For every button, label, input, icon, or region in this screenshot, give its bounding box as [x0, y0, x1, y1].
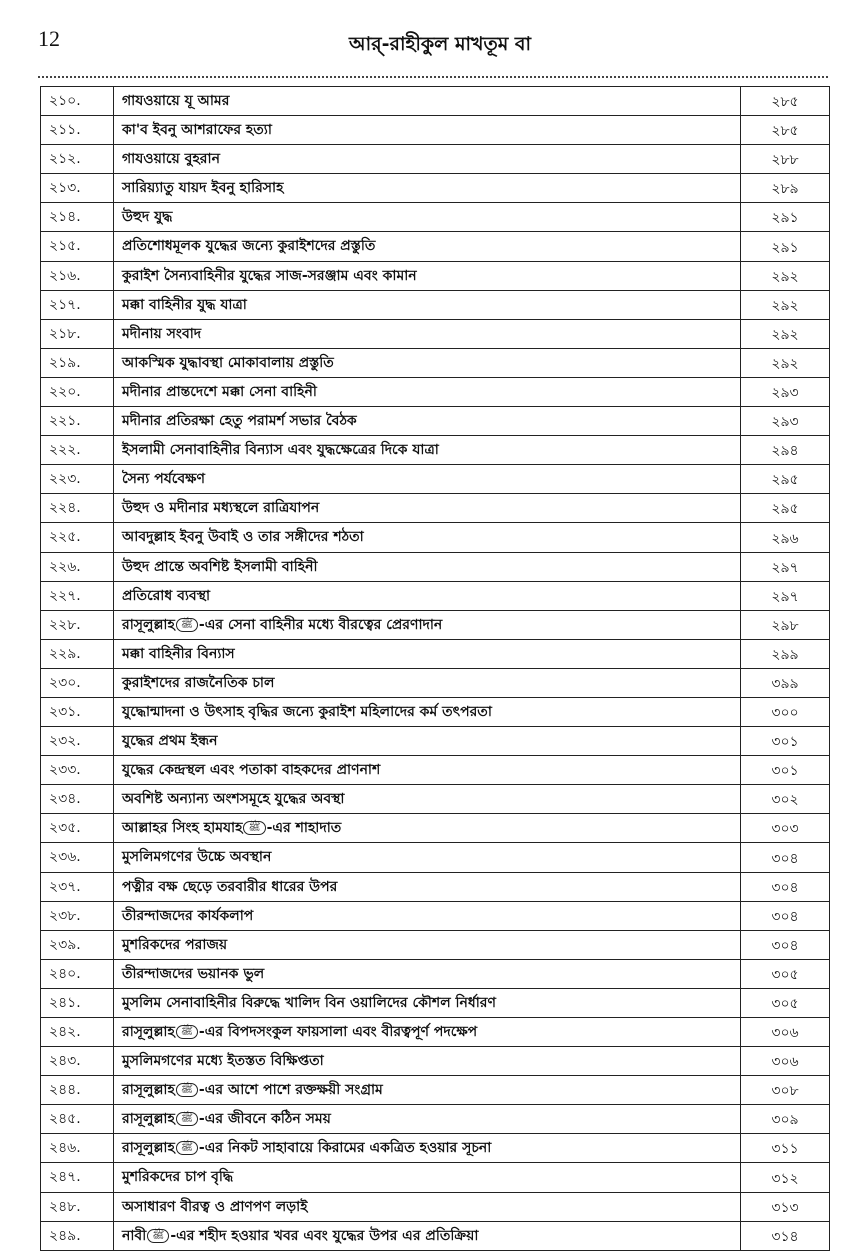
chapter-title [114, 581, 741, 610]
table-row [41, 988, 830, 1017]
page-reference: ২৯৩ [741, 377, 830, 406]
chapter-number: ২১৪. [41, 203, 114, 232]
chapter-title-text: মক্কা বাহিনীর যুদ্ধ যাত্রা [122, 296, 247, 313]
page-reference: ৩০৪ [741, 843, 830, 872]
chapter-title-prefix: আল্লাহর সিংহ হামযাহ [122, 820, 243, 837]
chapter-title [114, 436, 741, 465]
chapter-title-prefix: রাসূলুল্লাহ [122, 1140, 175, 1157]
page-reference: ৩০৫ [741, 959, 830, 988]
honorific-seal-icon: ﷺ [147, 1229, 169, 1243]
chapter-title [114, 988, 741, 1017]
chapter-title [114, 785, 741, 814]
header-divider [38, 76, 828, 78]
chapter-title-text: -এর আশে পাশে রক্তক্ষয়ী সংগ্রাম [198, 1082, 383, 1099]
table-row [41, 843, 830, 872]
chapter-title-text: অসাধারণ বীরত্ব ও প্রাণপণ লড়াই [122, 1198, 308, 1215]
chapter-number: ২৪০. [41, 959, 114, 988]
chapter-number: ২৩২. [41, 727, 114, 756]
chapter-number: ২৪৫. [41, 1105, 114, 1134]
chapter-title [114, 465, 741, 494]
page-reference: ৩০০ [741, 697, 830, 726]
table-row [41, 232, 830, 261]
page-reference: ৩১২ [741, 1163, 830, 1192]
chapter-title-text: আবদুল্লাহ ইবনু উবাই ও তার সঙ্গীদের শঠতা [122, 529, 364, 546]
page-reference: ৩৯৯ [741, 668, 830, 697]
running-head: আর্-রাহীকুল মাখতূম বা [349, 33, 531, 55]
chapter-number: ২৪৭. [41, 1163, 114, 1192]
page-reference: ৩০১ [741, 756, 830, 785]
page-reference: ২৯৭ [741, 581, 830, 610]
page-reference: ২৯৮ [741, 610, 830, 639]
chapter-number: ২২৭. [41, 581, 114, 610]
chapter-number: ২১২. [41, 145, 114, 174]
page-reference: ২৯২ [741, 348, 830, 377]
chapter-title [114, 261, 741, 290]
chapter-title-text: মুসলিম সেনাবাহিনীর বিরুদ্ধে খালিদ বিন ওয়ালিদের কৌশল নির্ধারণ [122, 994, 496, 1011]
chapter-number: ২১৫. [41, 232, 114, 261]
chapter-number: ২৩৬. [41, 843, 114, 872]
chapter-title [114, 145, 741, 174]
chapter-title [114, 668, 741, 697]
table-row [41, 1192, 830, 1221]
table-row [41, 959, 830, 988]
chapter-title [114, 407, 741, 436]
page-reference: ৩০৩ [741, 814, 830, 843]
chapter-number: ২১৮. [41, 319, 114, 348]
table-row [41, 930, 830, 959]
chapter-title-prefix: রাসূলুল্লাহ [122, 616, 175, 633]
chapter-title-text: মুসলিমগণের উচ্চে অবস্থান [122, 849, 272, 866]
table-row [41, 610, 830, 639]
chapter-title [114, 1047, 741, 1076]
honorific-seal-icon: ﷺ [176, 1025, 198, 1039]
chapter-number: ২২৯. [41, 639, 114, 668]
chapter-title-text: গাযওয়ায়ে বুহরান [122, 151, 220, 168]
table-row [41, 872, 830, 901]
chapter-number: ২১১. [41, 116, 114, 145]
chapter-title [114, 232, 741, 261]
chapter-title [114, 203, 741, 232]
chapter-title-text: কুরাইশদের রাজনৈতিক চাল [122, 674, 275, 691]
chapter-title [114, 872, 741, 901]
table-row [41, 785, 830, 814]
chapter-number: ২৩১. [41, 697, 114, 726]
chapter-number: ২২২. [41, 436, 114, 465]
page-reference: ২৮৮ [741, 145, 830, 174]
page-reference: ৩০১ [741, 727, 830, 756]
chapter-title-text: -এর শাহাদাত [266, 820, 342, 837]
chapter-number: ২৩৪. [41, 785, 114, 814]
table-row [41, 1047, 830, 1076]
table-row [41, 756, 830, 785]
table-row [41, 377, 830, 406]
chapter-title [114, 930, 741, 959]
chapter-title-text: কুরাইশ সৈন্যবাহিনীর যুদ্ধের সাজ-সরঞ্জাম এবং কামান [122, 267, 417, 284]
chapter-title [114, 727, 741, 756]
table-row [41, 203, 830, 232]
table-row [41, 319, 830, 348]
page-reference: ৩০৪ [741, 872, 830, 901]
page-reference: ৩০৬ [741, 1018, 830, 1047]
chapter-number: ২৪৩. [41, 1047, 114, 1076]
chapter-title-text: যুদ্ধের কেন্দ্রস্থল এবং পতাকা বাহকদের প্রাণনাশ [122, 762, 381, 779]
table-row [41, 697, 830, 726]
chapter-title-text: মদীনার প্রতিরক্ষা হেতু পরামর্শ সভার বৈঠক [122, 413, 357, 430]
page-number: 12 [38, 26, 60, 51]
table-row [41, 407, 830, 436]
page-reference: ৩১১ [741, 1134, 830, 1163]
table-row [41, 87, 830, 116]
honorific-seal-icon: ﷺ [176, 1083, 198, 1097]
table-row [41, 639, 830, 668]
page-reference: ৩০৬ [741, 1047, 830, 1076]
chapter-title [114, 523, 741, 552]
table-row [41, 290, 830, 319]
toc-body [41, 87, 830, 1251]
table-row [41, 523, 830, 552]
honorific-seal-icon: ﷺ [176, 618, 198, 632]
chapter-title-text: যুদ্ধোন্মাদনা ও উৎসাহ বৃদ্ধির জন্যে কুরাইশ মহিলাদের কর্ম তৎপরতা [122, 703, 492, 720]
chapter-title-text: সৈন্য পর্যবেক্ষণ [122, 471, 205, 488]
page-reference: ২৯২ [741, 319, 830, 348]
chapter-title-text: ইসলামী সেনাবাহিনীর বিন্যাস এবং যুদ্ধক্ষেত্রের দিকে যাত্রা [122, 442, 439, 459]
table-row [41, 116, 830, 145]
chapter-title-text: -এর শহীদ হওয়ার খবর এবং যুদ্ধের উপর এর প্রতিক্রিয়া [170, 1227, 479, 1244]
chapter-title-text: আকস্মিক যুদ্ধাবস্থা মোকাবালায় প্রস্তুতি [122, 354, 334, 371]
chapter-title [114, 610, 741, 639]
table-row [41, 552, 830, 581]
chapter-title-text: -এর নিকট সাহাবায়ে কিরামের একত্রিত হওয়ার সূচনা [198, 1140, 492, 1157]
page-reference: ২৯১ [741, 232, 830, 261]
table-row [41, 814, 830, 843]
chapter-number: ২২৮. [41, 610, 114, 639]
chapter-title [114, 756, 741, 785]
chapter-title-text: অবশিষ্ট অন্যান্য অংশসমূহে যুদ্ধের অবস্থা [122, 791, 345, 808]
chapter-title-text: কা'ব ইবনু আশরাফের হত্যা [122, 122, 272, 139]
page-reference: ৩০৪ [741, 930, 830, 959]
table-row [41, 465, 830, 494]
chapter-number: ২২৫. [41, 523, 114, 552]
page-reference: ২৯২ [741, 261, 830, 290]
table-row [41, 1076, 830, 1105]
chapter-title [114, 290, 741, 319]
chapter-title-text: -এর বিপদসংকুল ফায়সালা এবং বীরত্বপূর্ণ পদক্ষেপ [198, 1024, 478, 1040]
page-reference: ৩০২ [741, 785, 830, 814]
chapter-title-text: সারিয়্যাতু যায়দ ইবনু হারিসাহ [122, 180, 284, 197]
chapter-number: ২৩৯. [41, 930, 114, 959]
table-row [41, 1105, 830, 1134]
chapter-number: ২৪২. [41, 1018, 114, 1047]
chapter-title-text: মদীনার প্রান্তদেশে মক্কা সেনা বাহিনী [122, 383, 317, 400]
page-reference: ২৯৫ [741, 465, 830, 494]
page-reference: ২৯৪ [741, 436, 830, 465]
page-reference: ৩১৪ [741, 1221, 830, 1250]
chapter-number: ২১৬. [41, 261, 114, 290]
table-row [41, 901, 830, 930]
chapter-number: ২৩৮. [41, 901, 114, 930]
page-reference: ২৮৫ [741, 116, 830, 145]
table-row [41, 1134, 830, 1163]
page-reference: ২৮৫ [741, 87, 830, 116]
table-row [41, 1221, 830, 1250]
table-row [41, 145, 830, 174]
page-reference: ২৯৫ [741, 494, 830, 523]
table-row [41, 174, 830, 203]
chapter-title-text: উহুদ যুদ্ধ [122, 209, 173, 226]
page-reference: ২৯৭ [741, 552, 830, 581]
chapter-title [114, 377, 741, 406]
chapter-title-prefix: নাবী [122, 1227, 147, 1244]
chapter-title [114, 843, 741, 872]
chapter-title-prefix: রাসূলুল্লাহ [122, 1111, 175, 1128]
page-reference: ২৯১ [741, 203, 830, 232]
table-row [41, 494, 830, 523]
chapter-title [114, 697, 741, 726]
chapter-number: ২১৩. [41, 174, 114, 203]
table-row [41, 1163, 830, 1192]
page-reference: ৩০৯ [741, 1105, 830, 1134]
chapter-title [114, 901, 741, 930]
chapter-title [114, 348, 741, 377]
chapter-title-text: পত্নীর বক্ষ ছেড়ে তরবারীর ধারের উপর [122, 878, 338, 895]
table-row [41, 727, 830, 756]
page-reference: ৩১৩ [741, 1192, 830, 1221]
chapter-title [114, 1105, 741, 1134]
chapter-title-text: উহুদ প্রান্তে অবশিষ্ট ইসলামী বাহিনী [122, 558, 318, 575]
chapter-title [114, 174, 741, 203]
chapter-title-prefix: রাসূলুল্লাহ [122, 1082, 175, 1099]
chapter-number: ২১৯. [41, 348, 114, 377]
chapter-title-text: মক্কা বাহিনীর বিন্যাস [122, 645, 235, 662]
chapter-number: ২১০. [41, 87, 114, 116]
table-row [41, 1018, 830, 1047]
chapter-title [114, 1018, 741, 1047]
chapter-number: ২৪১. [41, 988, 114, 1017]
chapter-title [114, 87, 741, 116]
chapter-title [114, 1221, 741, 1250]
table-row [41, 581, 830, 610]
chapter-title-prefix: রাসূলুল্লাহ [122, 1024, 175, 1040]
chapter-number: ২৪৬. [41, 1134, 114, 1163]
honorific-seal-icon: ﷺ [243, 821, 265, 835]
chapter-number: ২২০. [41, 377, 114, 406]
table-row [41, 436, 830, 465]
chapter-number: ২১৭. [41, 290, 114, 319]
table-row [41, 348, 830, 377]
honorific-seal-icon: ﷺ [176, 1141, 198, 1155]
page-reference: ৩০৫ [741, 988, 830, 1017]
chapter-title [114, 814, 741, 843]
table-row [41, 668, 830, 697]
chapter-title-text: তীরন্দাজদের ভয়ানক ভুল [122, 965, 265, 982]
chapter-title [114, 494, 741, 523]
chapter-title-text: গাযওয়ায়ে যূ আমর [122, 93, 230, 109]
page-reference: ২৯৯ [741, 639, 830, 668]
page-reference: ৩০৪ [741, 901, 830, 930]
chapter-number: ২৪৮. [41, 1192, 114, 1221]
chapter-title [114, 1192, 741, 1221]
page-reference: ২৮৯ [741, 174, 830, 203]
chapter-number: ২২৪. [41, 494, 114, 523]
chapter-title-text: মুসলিমগণের মধ্যে ইতস্তত বিক্ষিপ্ততা [122, 1053, 324, 1070]
page-reference: ২৯৬ [741, 523, 830, 552]
chapter-number: ২৪৪. [41, 1076, 114, 1105]
chapter-title-text: -এর সেনা বাহিনীর মধ্যে বীরত্বের প্রেরণাদান [198, 616, 443, 633]
chapter-title-text: মুশরিকদের চাপ বৃদ্ধি [122, 1169, 234, 1186]
chapter-number: ২৩০. [41, 668, 114, 697]
chapter-title-text: প্রতিরোধ ব্যবস্থা [122, 587, 211, 604]
page-reference: ৩০৮ [741, 1076, 830, 1105]
chapter-title [114, 639, 741, 668]
chapter-title-text: তীরন্দাজদের কার্যকলাপ [122, 907, 254, 924]
chapter-title [114, 552, 741, 581]
chapter-number: ২৩৫. [41, 814, 114, 843]
chapter-number: ২৩৩. [41, 756, 114, 785]
chapter-title [114, 116, 741, 145]
chapter-number: ২৩৭. [41, 872, 114, 901]
chapter-number: ২৪৯. [41, 1221, 114, 1250]
chapter-number: ২২৩. [41, 465, 114, 494]
table-row [41, 261, 830, 290]
chapter-title [114, 1134, 741, 1163]
chapter-title-text: উহুদ ও মদীনার মধ্যস্থলে রাত্রিযাপন [122, 500, 320, 517]
page-reference: ২৯২ [741, 290, 830, 319]
table-of-contents [40, 86, 830, 1251]
chapter-title-text: -এর জীবনে কঠিন সময় [198, 1111, 331, 1128]
chapter-number: ২২১. [41, 407, 114, 436]
chapter-title-text: যুদ্ধের প্রথম ইন্ধন [122, 733, 218, 750]
page-reference: ২৯৩ [741, 407, 830, 436]
chapter-title [114, 1163, 741, 1192]
chapter-title [114, 319, 741, 348]
honorific-seal-icon: ﷺ [176, 1112, 198, 1126]
chapter-title [114, 1076, 741, 1105]
chapter-number: ২২৬. [41, 552, 114, 581]
chapter-title-text: প্রতিশোধমূলক যুদ্ধের জন্যে কুরাইশদের প্রস্তুতি [122, 238, 376, 255]
chapter-title-text: মুশরিকদের পরাজয় [122, 936, 228, 953]
chapter-title [114, 959, 741, 988]
chapter-title-text: মদীনায় সংবাদ [122, 325, 202, 342]
